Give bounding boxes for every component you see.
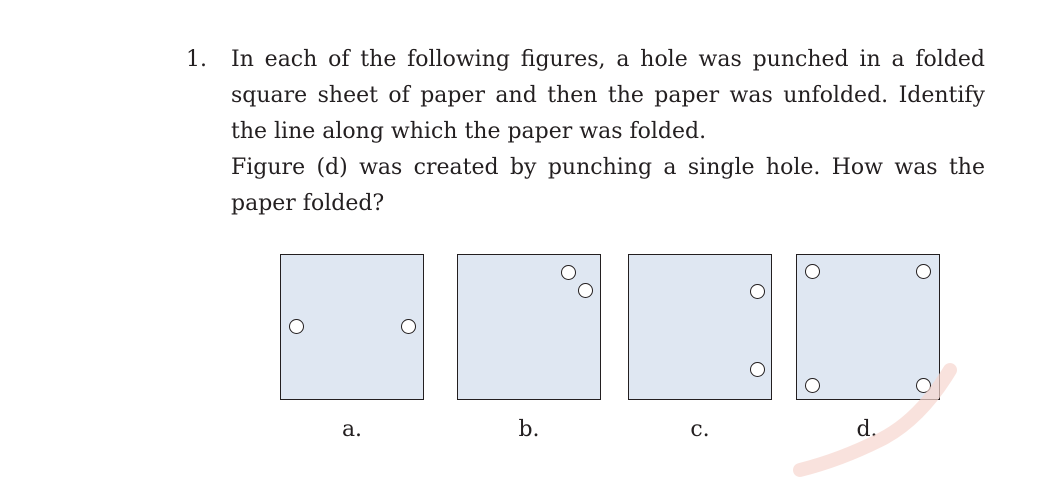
figure-c xyxy=(628,254,772,400)
figure-b-label: b. xyxy=(518,417,540,442)
figure-a-label: a. xyxy=(341,417,363,442)
punched-hole xyxy=(750,362,765,377)
punched-hole xyxy=(401,319,416,334)
figure-d xyxy=(796,254,940,400)
punched-hole xyxy=(805,378,820,393)
punched-hole xyxy=(578,283,593,298)
punched-hole xyxy=(916,264,931,279)
figure-a xyxy=(280,254,424,400)
question-paragraph-1: In each of the following figures, a hole was punched in a folded square sheet of paper and then the paper was unfolded. Identify the line along which the paper was folded. xyxy=(231,47,985,144)
punched-hole xyxy=(805,264,820,279)
question-text xyxy=(231,42,985,222)
figure-b xyxy=(457,254,601,400)
punched-hole xyxy=(289,319,304,334)
punched-hole xyxy=(750,284,765,299)
punched-hole xyxy=(561,265,576,280)
question-number: 1. xyxy=(186,47,207,72)
figure-d-label: d. xyxy=(856,417,878,442)
punched-hole xyxy=(916,378,931,393)
figure-c-label: c. xyxy=(690,417,710,442)
question-paragraph-2: Figure (d) was created by punching a single hole. How was the paper folded? xyxy=(231,155,985,216)
